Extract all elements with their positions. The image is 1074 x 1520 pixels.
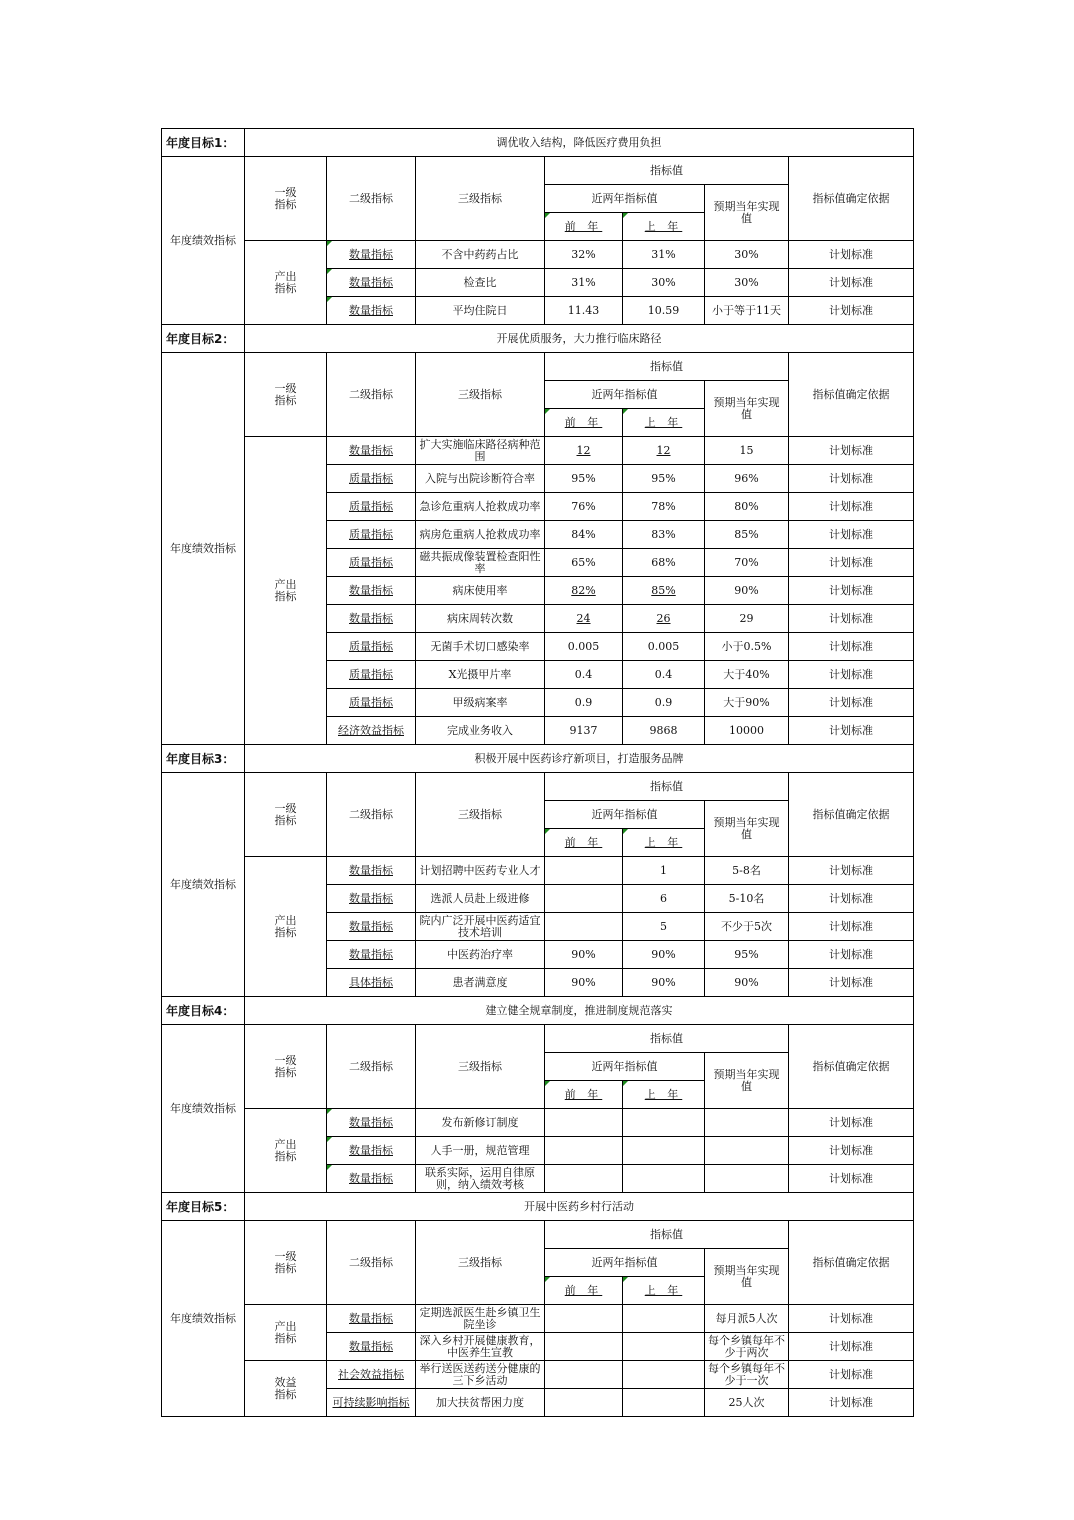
- level2-cell: 数量指标: [327, 1165, 416, 1193]
- goal-title: 开展优质服务，大力推行临床路径: [245, 325, 914, 353]
- goal-label: 年度目标5：: [162, 1193, 245, 1221]
- last-year-cell: [623, 1361, 705, 1389]
- last-year-cell: 30%: [623, 269, 705, 297]
- header-last-year-text: 上 年: [644, 835, 683, 849]
- header-prev-year-text: 前 年: [564, 1283, 603, 1297]
- level2-cell: 数量指标: [327, 297, 416, 325]
- last-year-cell: 5: [623, 913, 705, 941]
- basis-cell: 计划标准: [789, 1361, 914, 1389]
- level3-cell: 完成业务收入: [416, 717, 545, 745]
- header-level2: 二级指标: [327, 773, 416, 857]
- last-year-cell-text: 85%: [651, 583, 676, 597]
- level3-cell: 患者满意度: [416, 969, 545, 997]
- header-prev-year-text: 前 年: [564, 415, 603, 429]
- goal-label: 年度目标2：: [162, 325, 245, 353]
- header-expected: 预期当年实现 值: [705, 381, 789, 437]
- expected-cell: 70%: [705, 549, 789, 577]
- goal-row: [162, 1193, 914, 1221]
- basis-cell: 计划标准: [789, 969, 914, 997]
- prev-year-cell: [545, 1137, 623, 1165]
- level2-cell: 数量指标: [327, 1305, 416, 1333]
- expected-cell: 大于90%: [705, 689, 789, 717]
- header-level2: 二级指标: [327, 1025, 416, 1109]
- prev-year-cell: [545, 577, 623, 605]
- last-year-cell: 1: [623, 857, 705, 885]
- last-year-cell: 6: [623, 885, 705, 913]
- level3-cell: 入院与出院诊断符合率: [416, 465, 545, 493]
- last-year-cell: [623, 1109, 705, 1137]
- level3-cell: 无菌手术切口感染率: [416, 633, 545, 661]
- header-last-year: [623, 1081, 705, 1109]
- table-row: [162, 1361, 914, 1389]
- header-last-year: [623, 1277, 705, 1305]
- header-prev-year: [545, 1277, 623, 1305]
- table-row: [162, 857, 914, 885]
- table-row: [162, 241, 914, 269]
- table-row: [162, 1109, 914, 1137]
- header-indicator-value: 指标值: [545, 353, 789, 381]
- last-year-cell: [623, 1305, 705, 1333]
- last-year-cell: [623, 437, 705, 465]
- header-row: [162, 353, 914, 381]
- level1-cell: 产出 指标: [245, 1305, 327, 1361]
- last-year-cell: [623, 1389, 705, 1417]
- goal-label: 年度目标3：: [162, 745, 245, 773]
- prev-year-cell: 9137: [545, 717, 623, 745]
- last-year-cell: 0.005: [623, 633, 705, 661]
- performance-table: [161, 128, 914, 1417]
- last-year-cell: 95%: [623, 465, 705, 493]
- prev-year-cell-text: 24: [576, 611, 591, 625]
- level3-cell: 病床使用率: [416, 577, 545, 605]
- expected-cell: [705, 1109, 789, 1137]
- level3-cell: 深入乡村开展健康教育，中医养生宣教: [416, 1333, 545, 1361]
- header-expected: 预期当年实现 值: [705, 1249, 789, 1305]
- prev-year-cell: 90%: [545, 941, 623, 969]
- header-basis: 指标值确定依据: [789, 1221, 914, 1305]
- level2-cell: 数量指标: [327, 241, 416, 269]
- expected-cell: 25人次: [705, 1389, 789, 1417]
- last-year-cell: 90%: [623, 969, 705, 997]
- level3-cell: 扩大实施临床路径病种范围: [416, 437, 545, 465]
- basis-cell: 计划标准: [789, 1389, 914, 1417]
- level1-cell: 产出 指标: [245, 241, 327, 325]
- level2-cell: 数量指标: [327, 1333, 416, 1361]
- header-indicator-value: 指标值: [545, 1025, 789, 1053]
- level3-cell: 甲级病案率: [416, 689, 545, 717]
- perf-label: 年度绩效指标: [162, 157, 245, 325]
- expected-cell: [705, 1165, 789, 1193]
- expected-cell: 95%: [705, 941, 789, 969]
- header-indicator-value: 指标值: [545, 1221, 789, 1249]
- level1-cell: 产出 指标: [245, 437, 327, 745]
- last-year-cell: 10.59: [623, 297, 705, 325]
- header-last-year: [623, 409, 705, 437]
- expected-cell: [705, 1137, 789, 1165]
- header-row: [162, 157, 914, 185]
- level2-cell: 质量指标: [327, 633, 416, 661]
- level3-cell: 中医药治疗率: [416, 941, 545, 969]
- prev-year-cell: [545, 1333, 623, 1361]
- last-year-cell-text: 26: [656, 611, 671, 625]
- prev-year-cell: [545, 605, 623, 633]
- prev-year-cell: 90%: [545, 969, 623, 997]
- last-year-cell: 0.9: [623, 689, 705, 717]
- goal-row: [162, 129, 914, 157]
- basis-cell: 计划标准: [789, 661, 914, 689]
- level2-cell: 具体指标: [327, 969, 416, 997]
- level3-cell: 定期选派医生赴乡镇卫生院坐诊: [416, 1305, 545, 1333]
- expected-cell: 5-8名: [705, 857, 789, 885]
- header-expected: 预期当年实现 值: [705, 185, 789, 241]
- header-recent-two-years: 近两年指标值: [545, 185, 705, 213]
- header-basis: 指标值确定依据: [789, 773, 914, 857]
- perf-label: 年度绩效指标: [162, 1025, 245, 1193]
- level3-cell: 加大扶贫帮困力度: [416, 1389, 545, 1417]
- prev-year-cell: [545, 857, 623, 885]
- header-prev-year: [545, 829, 623, 857]
- prev-year-cell: [545, 885, 623, 913]
- header-recent-two-years: 近两年指标值: [545, 381, 705, 409]
- prev-year-cell: 0.005: [545, 633, 623, 661]
- table-row: [162, 1305, 914, 1333]
- header-level3: 三级指标: [416, 1221, 545, 1305]
- header-level1: 一级 指标: [245, 353, 327, 437]
- basis-cell: 计划标准: [789, 913, 914, 941]
- expected-cell: 80%: [705, 493, 789, 521]
- goal-label: 年度目标1：: [162, 129, 245, 157]
- expected-cell: 大于40%: [705, 661, 789, 689]
- last-year-cell: [623, 577, 705, 605]
- basis-cell: 计划标准: [789, 269, 914, 297]
- expected-cell: 30%: [705, 269, 789, 297]
- header-prev-year: [545, 1081, 623, 1109]
- level2-cell: 数量指标: [327, 269, 416, 297]
- header-basis: 指标值确定依据: [789, 1025, 914, 1109]
- header-level1: 一级 指标: [245, 157, 327, 241]
- basis-cell: 计划标准: [789, 717, 914, 745]
- goal-row: [162, 745, 914, 773]
- last-year-cell: 68%: [623, 549, 705, 577]
- goal-title: 积极开展中医药诊疗新项目，打造服务品牌: [245, 745, 914, 773]
- last-year-cell: [623, 605, 705, 633]
- expected-cell: 29: [705, 605, 789, 633]
- level1-cell: 产出 指标: [245, 1109, 327, 1193]
- expected-cell: 85%: [705, 521, 789, 549]
- level2-cell: 数量指标: [327, 857, 416, 885]
- last-year-cell: [623, 1165, 705, 1193]
- header-prev-year: [545, 409, 623, 437]
- prev-year-cell: 76%: [545, 493, 623, 521]
- level2-cell: 质量指标: [327, 493, 416, 521]
- header-basis: 指标值确定依据: [789, 157, 914, 241]
- expected-cell: 5-10名: [705, 885, 789, 913]
- prev-year-cell: 0.9: [545, 689, 623, 717]
- header-row: [162, 1025, 914, 1053]
- header-last-year-text: 上 年: [644, 1087, 683, 1101]
- header-prev-year-text: 前 年: [564, 1087, 603, 1101]
- level3-cell: 人手一册，规范管理: [416, 1137, 545, 1165]
- level3-cell: 病房危重病人抢救成功率: [416, 521, 545, 549]
- header-level3: 三级指标: [416, 1025, 545, 1109]
- basis-cell: 计划标准: [789, 885, 914, 913]
- header-level3: 三级指标: [416, 157, 545, 241]
- header-level3: 三级指标: [416, 353, 545, 437]
- table-row: [162, 437, 914, 465]
- level2-cell: 数量指标: [327, 885, 416, 913]
- level3-cell: 磁共振成像装置检查阳性率: [416, 549, 545, 577]
- level3-cell: 计划招聘中医药专业人才: [416, 857, 545, 885]
- header-last-year-text: 上 年: [644, 415, 683, 429]
- header-level2: 二级指标: [327, 157, 416, 241]
- header-expected: 预期当年实现 值: [705, 801, 789, 857]
- expected-cell: 90%: [705, 969, 789, 997]
- last-year-cell: 83%: [623, 521, 705, 549]
- basis-cell: 计划标准: [789, 857, 914, 885]
- basis-cell: 计划标准: [789, 1165, 914, 1193]
- header-recent-two-years: 近两年指标值: [545, 1249, 705, 1277]
- header-last-year: [623, 213, 705, 241]
- basis-cell: 计划标准: [789, 577, 914, 605]
- prev-year-cell: 31%: [545, 269, 623, 297]
- header-indicator-value: 指标值: [545, 157, 789, 185]
- prev-year-cell: [545, 437, 623, 465]
- header-last-year-text: 上 年: [644, 1283, 683, 1297]
- header-expected: 预期当年实现 值: [705, 1053, 789, 1109]
- level3-cell: 举行送医送药送分健康的三下乡活动: [416, 1361, 545, 1389]
- basis-cell: 计划标准: [789, 1333, 914, 1361]
- basis-cell: 计划标准: [789, 1305, 914, 1333]
- expected-cell: 每月派5人次: [705, 1305, 789, 1333]
- prev-year-cell: [545, 1109, 623, 1137]
- last-year-cell: [623, 1333, 705, 1361]
- basis-cell: 计划标准: [789, 493, 914, 521]
- last-year-cell: 31%: [623, 241, 705, 269]
- last-year-cell: 78%: [623, 493, 705, 521]
- level2-cell: 质量指标: [327, 521, 416, 549]
- basis-cell: 计划标准: [789, 1137, 914, 1165]
- level1-cell: 产出 指标: [245, 857, 327, 997]
- header-recent-two-years: 近两年指标值: [545, 1053, 705, 1081]
- perf-label: 年度绩效指标: [162, 353, 245, 745]
- basis-cell: 计划标准: [789, 437, 914, 465]
- last-year-cell: 0.4: [623, 661, 705, 689]
- prev-year-cell: [545, 1305, 623, 1333]
- level1-cell: 效益 指标: [245, 1361, 327, 1417]
- header-prev-year: [545, 213, 623, 241]
- last-year-cell: 9868: [623, 717, 705, 745]
- prev-year-cell: 32%: [545, 241, 623, 269]
- basis-cell: 计划标准: [789, 941, 914, 969]
- header-last-year: [623, 829, 705, 857]
- level3-cell: X光摄甲片率: [416, 661, 545, 689]
- level2-cell: 可持续影响指标: [327, 1389, 416, 1417]
- level3-cell: 平均住院日: [416, 297, 545, 325]
- basis-cell: 计划标准: [789, 1109, 914, 1137]
- prev-year-cell: 0.4: [545, 661, 623, 689]
- level2-cell: 数量指标: [327, 1137, 416, 1165]
- last-year-cell-text: 12: [656, 443, 671, 457]
- basis-cell: 计划标准: [789, 465, 914, 493]
- expected-cell: 每个乡镇每年不少于一次: [705, 1361, 789, 1389]
- expected-cell: 15: [705, 437, 789, 465]
- level2-cell: 质量指标: [327, 465, 416, 493]
- goal-label: 年度目标4：: [162, 997, 245, 1025]
- level2-cell: 质量指标: [327, 549, 416, 577]
- perf-label: 年度绩效指标: [162, 1221, 245, 1417]
- goal-row: [162, 325, 914, 353]
- header-row: [162, 1221, 914, 1249]
- level2-cell: 数量指标: [327, 437, 416, 465]
- perf-label: 年度绩效指标: [162, 773, 245, 997]
- prev-year-cell-text: 82%: [571, 583, 596, 597]
- level2-cell: 数量指标: [327, 941, 416, 969]
- header-level1: 一级 指标: [245, 1025, 327, 1109]
- goal-row: [162, 997, 914, 1025]
- level3-cell: 不含中药药占比: [416, 241, 545, 269]
- prev-year-cell-text: 12: [576, 443, 591, 457]
- level3-cell: 检查比: [416, 269, 545, 297]
- level3-cell: 发布新修订制度: [416, 1109, 545, 1137]
- level3-cell: 联系实际，运用自律原则，纳入绩效考核: [416, 1165, 545, 1193]
- level3-cell: 急诊危重病人抢救成功率: [416, 493, 545, 521]
- expected-cell: 30%: [705, 241, 789, 269]
- prev-year-cell: [545, 1361, 623, 1389]
- header-basis: 指标值确定依据: [789, 353, 914, 437]
- level2-cell: 经济效益指标: [327, 717, 416, 745]
- level2-cell: 数量指标: [327, 913, 416, 941]
- header-level3: 三级指标: [416, 773, 545, 857]
- header-prev-year-text: 前 年: [564, 219, 603, 233]
- prev-year-cell: [545, 1165, 623, 1193]
- goal-title: 调优收入结构，降低医疗费用负担: [245, 129, 914, 157]
- prev-year-cell: 84%: [545, 521, 623, 549]
- expected-cell: 90%: [705, 577, 789, 605]
- expected-cell: 小于等于11天: [705, 297, 789, 325]
- expected-cell: 96%: [705, 465, 789, 493]
- level2-cell: 数量指标: [327, 577, 416, 605]
- basis-cell: 计划标准: [789, 549, 914, 577]
- level3-cell: 选派人员赴上级进修: [416, 885, 545, 913]
- basis-cell: 计划标准: [789, 241, 914, 269]
- goal-title: 开展中医药乡村行活动: [245, 1193, 914, 1221]
- level2-cell: 质量指标: [327, 661, 416, 689]
- header-indicator-value: 指标值: [545, 773, 789, 801]
- prev-year-cell: [545, 913, 623, 941]
- basis-cell: 计划标准: [789, 605, 914, 633]
- header-last-year-text: 上 年: [644, 219, 683, 233]
- expected-cell: 每个乡镇每年不少于两次: [705, 1333, 789, 1361]
- header-level1: 一级 指标: [245, 773, 327, 857]
- prev-year-cell: 65%: [545, 549, 623, 577]
- prev-year-cell: [545, 1389, 623, 1417]
- level3-cell: 病床周转次数: [416, 605, 545, 633]
- header-prev-year-text: 前 年: [564, 835, 603, 849]
- expected-cell: 小于0.5%: [705, 633, 789, 661]
- level2-cell: 数量指标: [327, 1109, 416, 1137]
- header-level2: 二级指标: [327, 1221, 416, 1305]
- expected-cell: 不少于5次: [705, 913, 789, 941]
- header-level1: 一级 指标: [245, 1221, 327, 1305]
- basis-cell: 计划标准: [789, 689, 914, 717]
- level2-cell: 质量指标: [327, 689, 416, 717]
- basis-cell: 计划标准: [789, 633, 914, 661]
- level2-cell: 社会效益指标: [327, 1361, 416, 1389]
- header-level2: 二级指标: [327, 353, 416, 437]
- level2-cell: 数量指标: [327, 605, 416, 633]
- header-row: [162, 773, 914, 801]
- basis-cell: 计划标准: [789, 297, 914, 325]
- goal-title: 建立健全规章制度，推进制度规范落实: [245, 997, 914, 1025]
- basis-cell: 计划标准: [789, 521, 914, 549]
- prev-year-cell: 11.43: [545, 297, 623, 325]
- header-recent-two-years: 近两年指标值: [545, 801, 705, 829]
- expected-cell: 10000: [705, 717, 789, 745]
- last-year-cell: [623, 1137, 705, 1165]
- last-year-cell: 90%: [623, 941, 705, 969]
- prev-year-cell: 95%: [545, 465, 623, 493]
- level3-cell: 院内广泛开展中医药适宜技术培训: [416, 913, 545, 941]
